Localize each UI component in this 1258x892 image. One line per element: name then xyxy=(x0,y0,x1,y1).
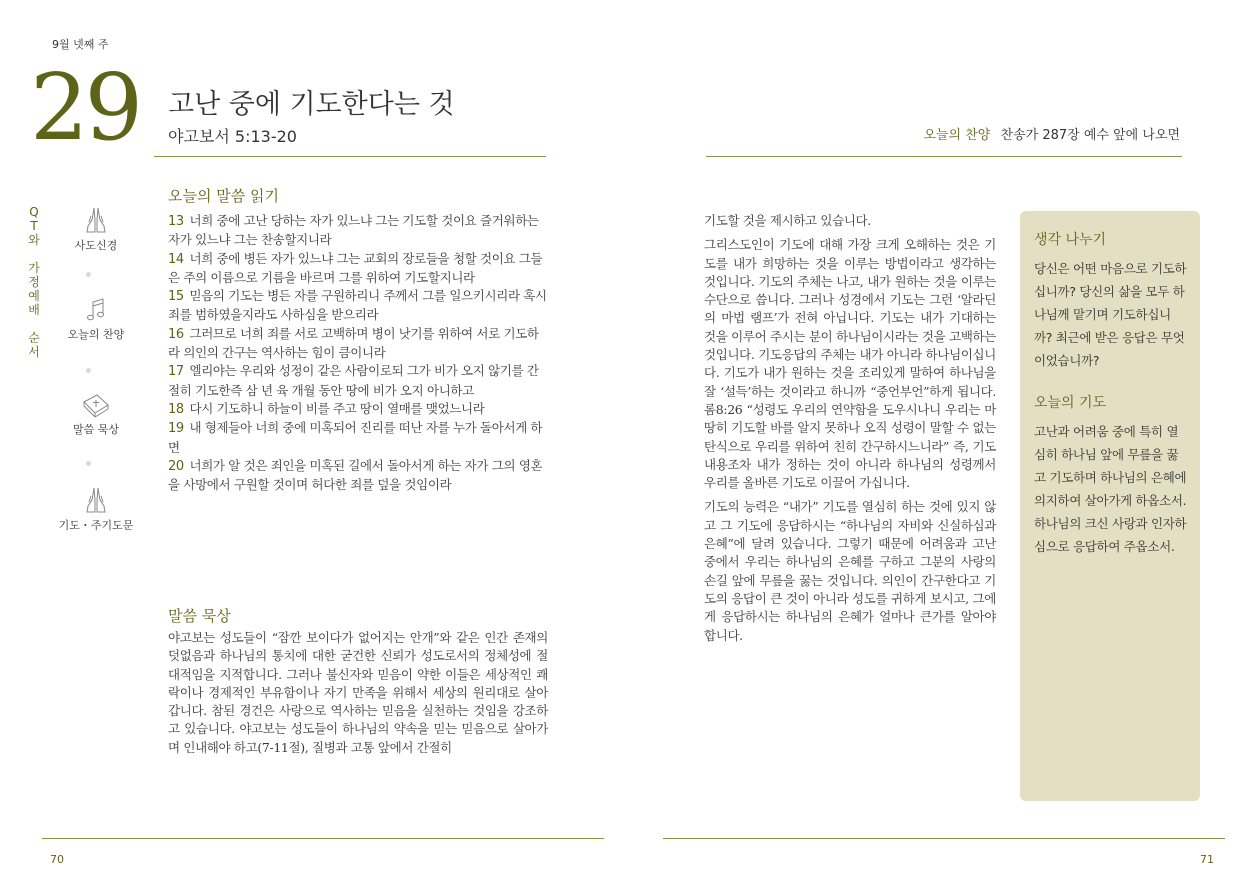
verse-text: 믿음의 기도는 병든 자를 구원하리니 주께서 그를 일으키시리라 혹시 죄를 범하였을지라도 사하심을 받으리라 xyxy=(168,288,547,323)
verse xyxy=(168,457,548,495)
hymn-text: 찬송가 287장 예수 앞에 나오면 xyxy=(1000,128,1180,143)
footer-divider-right xyxy=(663,838,1225,839)
verse xyxy=(168,325,548,363)
share-title: 생각 나누기 xyxy=(1034,232,1107,248)
week-label: 9월 넷째 주 xyxy=(52,38,109,51)
scripture-reference: 야고보서 5:13-20 xyxy=(168,127,297,146)
praying-hands-icon xyxy=(83,206,109,234)
hymn-label: 오늘의 찬양 xyxy=(923,128,991,143)
verse-number: 16 xyxy=(168,326,184,342)
verse-list xyxy=(168,212,548,494)
verse-text: 내 형제들아 너희 중에 미혹되어 진리를 떠난 자를 누가 돌아서게 하면 xyxy=(168,420,543,455)
praying-hands-icon xyxy=(83,486,109,514)
verse-text: 엘리야는 우리와 성정이 같은 사람이로되 그가 비가 오지 않기를 간절히 기도한즉 삼 년 육 개월 동안 땅에 비가 오지 아니하고 xyxy=(168,363,539,398)
verse xyxy=(168,362,548,400)
qt-order-vertical-label: Q T 와 가 정 예 배 순 서 xyxy=(28,205,40,359)
verse-number: 15 xyxy=(168,289,184,305)
music-note-icon xyxy=(85,297,107,323)
verse-text: 다시 기도하니 하늘이 비를 주고 땅이 열매를 맺었느니라 xyxy=(189,400,485,416)
verse-number: 17 xyxy=(168,364,184,380)
nav-separator-dot xyxy=(86,272,91,277)
meditation-text: 야고보는 성도들이 “잠깐 보이다가 없어지는 안개”와 같은 인간 존재의 덧없음과 하나님의 통치에 대한 굳건한 신뢰가 성도로서의 정체성에 절대적임을 지적합니다. 그러나 불신자와 믿음이 약한 이들은 세상적인 쾌락이나 경제적인 부유함이나 자기 만족을 위해서 세상의 원리대로 살아갑니다. 참된 경건은 사랑으로 역사하는 믿음을 실천하는 것임을 강조하고 있습니다. 야고보는 성도들이 하나님의 약속을 믿는 믿음으로 살아가며 인내해야 하고(7-11절), 질병과 고통 앞에서 간절히 xyxy=(168,630,548,755)
sidebar-item-meditation: 말씀 묵상 xyxy=(46,392,146,437)
verse-text: 너희 중에 병든 자가 있느냐 그는 교회의 장로들을 청할 것이요 그들은 주의 이름으로 기름을 바르며 그를 위하여 기도할지니라 xyxy=(168,250,543,285)
prayer-text: 고난과 어려움 중에 특히 열심히 하나님 앞에 무릎을 꿇고 기도하며 하나님의 은혜에 의지하여 살아가게 하옵소서. 하나님의 크신 사랑과 인자하심으로 응답하여 주옵소서. xyxy=(1034,424,1187,554)
verse-number: 18 xyxy=(168,401,184,417)
share-text: 당신은 어떤 마음으로 기도하십니까? 당신의 삶을 모두 하나님께 맡기며 기도하십니까? 최근에 받은 응답은 무엇이었습니까? xyxy=(1034,261,1187,368)
reading-section-title: 오늘의 말씀 읽기 xyxy=(168,187,279,205)
paragraph: 그리스도인이 기도에 대해 가장 크게 오해하는 것은 기도를 내가 희망하는 것을 이루는 방법이라고 생각하는 것입니다. 기도의 주체는 나고, 내가 원하는 것을 이루는 수단으로 씁니다. 그러나 성경에서 기도는 그런 ‘알라딘의 마법 램프’가 전혀 아닙니다. 기도는 내가 기대하는 것을 이루어 주시는 분이 하나님이시라는 것을 고백하는 것입니다. 기도응답의 주체는 내가 아니라 하나님이십니다. 기도가 내가 원하는 것을 조리있게 말하여 하나님을 잘 ‘설득’하는 것이라고 하니까 “중언부언”하게 됩니다. 롬8:26 “성령도 우리의 연약함을 도우시나니 우리는 마땅히 기도할 바를 알지 못하나 오직 성령이 말할 수 없는 탄식으로 우리를 위하여 친히 간구하시느니라” 즉, 기도 내용조차 내가 정하는 것이 아니라 하나님의 성령께서 우리를 올바른 기도로 이끌어 가십니다. xyxy=(704,237,996,491)
sidebar-item-hymn: 오늘의 찬양 xyxy=(46,297,146,342)
sidebar-item-apostles-creed: 사도신경 xyxy=(46,206,146,253)
nav-separator-dot xyxy=(86,461,91,466)
hymn-of-the-day xyxy=(880,124,1180,143)
page-number-left: 70 xyxy=(50,853,64,866)
verse-number: 13 xyxy=(168,214,184,229)
prayer-title: 오늘의 기도 xyxy=(1034,395,1107,411)
page-number-right: 71 xyxy=(1200,853,1214,866)
verse xyxy=(168,400,548,419)
reflection-box xyxy=(1020,211,1200,801)
day-number: 29 xyxy=(30,54,140,161)
bible-icon xyxy=(81,392,111,418)
meditation-section-title: 말씀 묵상 xyxy=(168,607,231,625)
verse-text: 너희 중에 고난 당하는 자가 있느냐 그는 기도할 것이요 즐거워하는 자가 있느냐 그는 찬송할지니라 xyxy=(168,213,539,248)
verse-number: 20 xyxy=(168,458,184,474)
verse-number: 14 xyxy=(168,251,184,267)
header-divider-right xyxy=(706,156,1182,157)
verse xyxy=(168,212,548,250)
verse xyxy=(168,419,548,457)
verse-text: 그러므로 너희 죄를 서로 고백하며 병이 낫기를 위하여 서로 기도하라 의인의 간구는 역사하는 힘이 큼이니라 xyxy=(168,325,539,361)
footer-divider-left xyxy=(42,838,604,839)
header-divider-left xyxy=(154,156,546,157)
verse xyxy=(168,250,548,288)
verse-text: 너희가 알 것은 죄인을 미혹된 길에서 돌아서게 하는 자가 그의 영혼을 사망에서 구원할 것이며 허다한 죄를 덮을 것임이라 xyxy=(168,457,543,493)
nav-separator-dot xyxy=(86,368,91,373)
verse-number: 19 xyxy=(168,421,184,437)
verse xyxy=(168,287,548,325)
meditation-continuation xyxy=(704,212,996,651)
paragraph: 기도의 능력은 “내가” 기도를 열심히 하는 것에 있지 않고 그 기도에 응답하시는 “하나님의 자비와 신실하심과 은혜”에 달려 있습니다. 그렇기 때문에 어려움과 고난 중에서 우리는 하나님의 은혜를 구하고 그분의 사랑의 손길 앞에 무릎을 꿇는 것입니다. 의인이 간구한다고 기도의 응답이 큰 것이 아니라 성도를 귀하게 보시고, 그에게 응답하시는 하나님의 은혜가 얼마나 큰가를 알아야 합니다. xyxy=(704,499,996,643)
sidebar-item-prayer: 기도・주기도문 xyxy=(46,486,146,533)
page-title: 고난 중에 기도한다는 것 xyxy=(168,89,455,120)
paragraph: 기도할 것을 제시하고 있습니다. xyxy=(704,213,871,228)
